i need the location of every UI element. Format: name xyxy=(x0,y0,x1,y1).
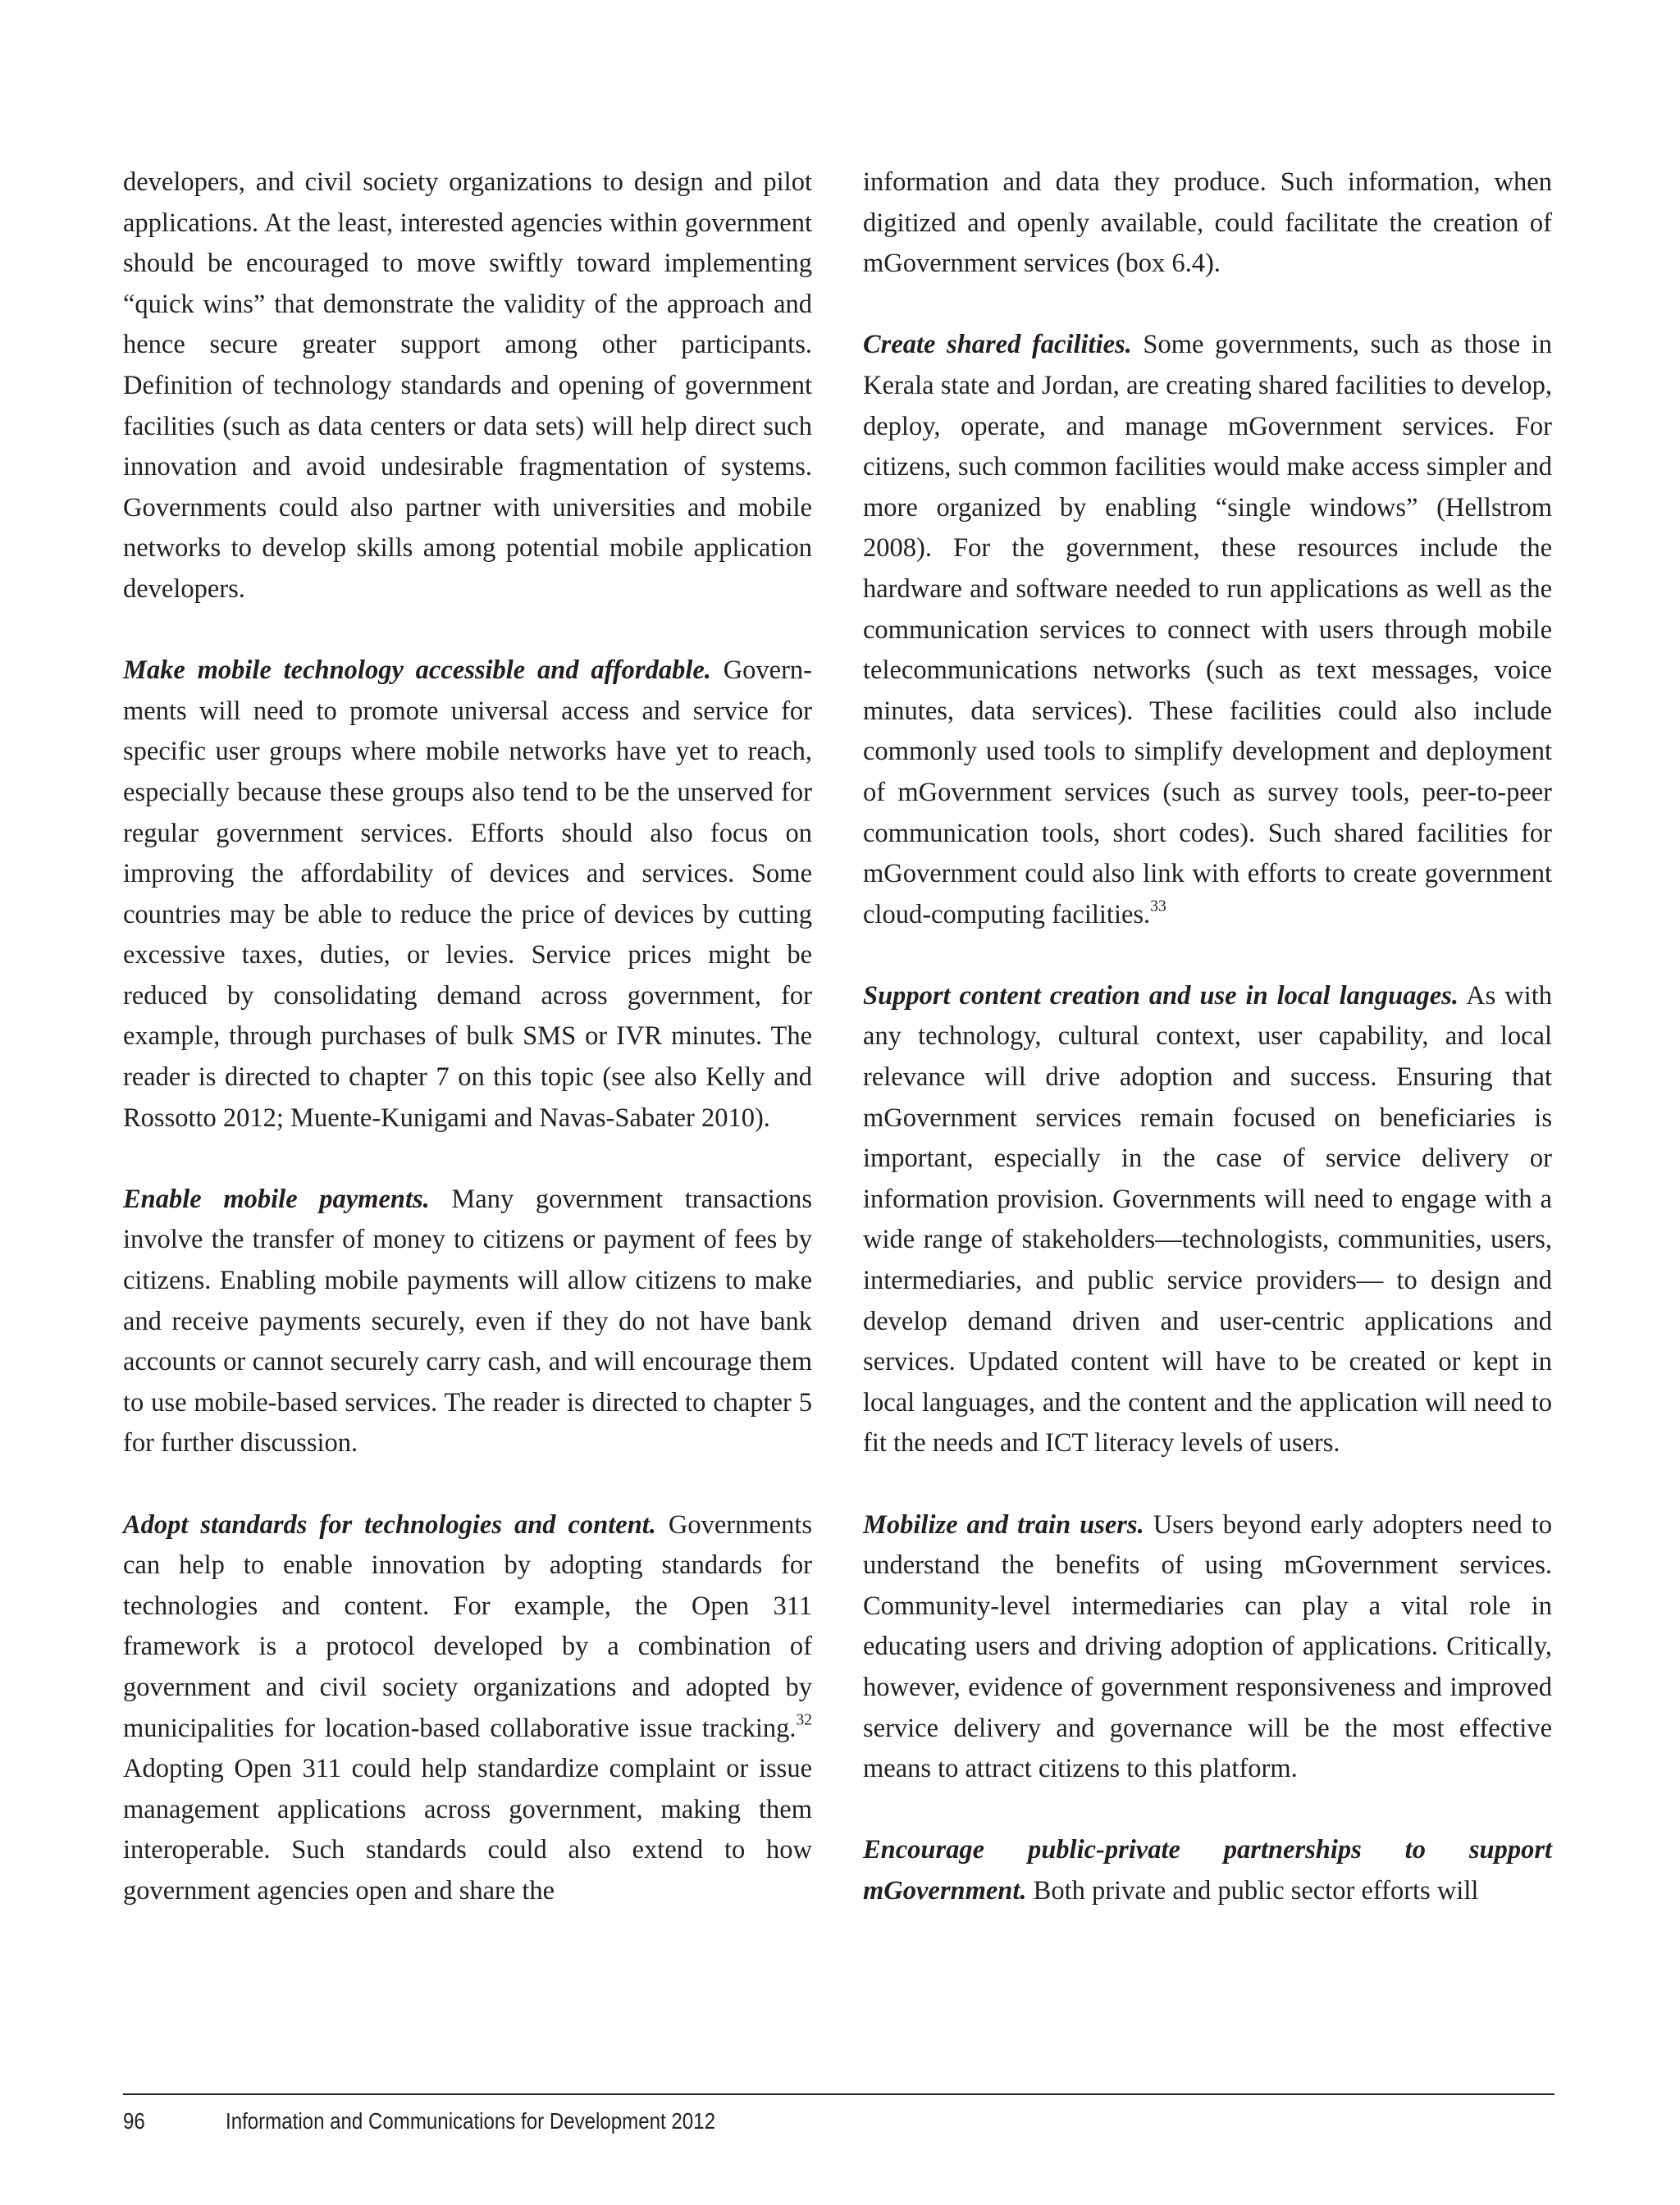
paragraph-mobilize-train: Mobilize and train users. Users beyond early adopters need to understand the benefits of using mGovernment services. Community-level intermediaries can play a vital role in educating users and driving adoption of applications. Critically, however, evidence of government responsiveness and improved service delivery and governance will be the most effective means to attract citizens to this platform. xyxy=(863,1509,1553,1784)
running-title: Information and Communications for Development 2012 xyxy=(226,2108,715,2134)
paragraph-shared-facilities: Create shared facilities. Some governments, such as those in Kerala state and Jordan, are creating shared facilities to develop, deploy, operate, and manage mGovernment services. For citizens, such common facilities would make access simpler and more organized by enabling “single windows” (Hellstrom 2008). For the government, these resources include the hardware and software needed to run applications as well as the communication services to connect with users through mobile telecommunications networks (such as text messages, voice minutes, data services). These facilities could also include commonly used tools to simplify development and deployment of mGovernment services (such as survey tools, peer-to-peer communication tools, short codes). Such shared facilities for mGovernment could also link with efforts to create government cloud-computing facilities.$^{33}$ xyxy=(863,330,1553,929)
paragraph-heading: Make mobile technology accessible and affordable. xyxy=(123,655,711,686)
paragraph-heading: Adopt standards for technologies and content. xyxy=(123,1509,656,1540)
footnote-ref-33: 33 xyxy=(1150,897,1166,915)
paragraph-intro-continued: developers, and civil society organizations to design and pilot applications. At the least, interested agencies within government should be encouraged to move swiftly toward implementing “quick wins” that demonstrate the validity of the approach and hence secure greater support among other participants. Definition of technology standards and opening of government facilities (such as data centers or data sets) will help direct such innovation and avoid undesirable fragmentation of systems. Governments could also partner with universities and mobile networks to develop skills among potential mobile application developers. xyxy=(123,167,812,604)
paragraph-accessible-affordable: Make mobile technology accessible and affordable. Governments will need to promote universal access and service for specific user groups where mobile networks have yet to reach, especially because these groups also tend to be the unserved for regular government services. Efforts should also focus on improving the affordability of devices and services. Some countries may be able to reduce the price of devices by cutting excessive taxes, duties, or levies. Service prices might be reduced by consolidating demand across government, for example, through purchases of bulk SMS or IVR minutes. The reader is directed to chapter 7 on this topic (see also Kelly and Rossotto 2012; Muente-Kunigami and Navas-Sabater 2010). xyxy=(123,655,812,1133)
left-column xyxy=(123,162,812,1912)
paragraph-adopt-standards: Adopt standards for technologies and content. Governments can help to enable innovation by adopting standards for technologies and content. For example, the Open 311 framework is a protocol developed by a combination of government and civil society organizations and adopted by municipalities for location-based collaborative issue tracking.$^{32}$ Adopting Open 311 could help standardize complaint or issue management applications across government, making them interoperable. Such standards could also extend to how government agencies open and share the xyxy=(123,1509,812,1906)
paragraph-heading: Mobilize and train users. xyxy=(863,1509,1144,1540)
paragraph-mobile-payments: Enable mobile payments. Many government transactions involve the transfer of money to citizens or payment of fees by citizens. Enabling mobile payments will allow citizens to make and receive payments securely, even if they do not have bank accounts or cannot securely carry cash, and will encourage them to use mobile-based services. The reader is directed to chapter 5 for further discussion. xyxy=(123,1184,812,1459)
paragraph-information-data: information and data they produce. Such information, when digitized and openly available, could facilitate the creation of mGovernment services (box 6.4). xyxy=(863,167,1552,279)
paragraph-public-private: Encourage public-private partnerships to support mGovernment. Both private and public sector efforts will xyxy=(863,1835,1552,1906)
footnote-ref-32: 32 xyxy=(796,1710,812,1728)
paragraph-heading: Support content creation and use in local languages. xyxy=(863,980,1459,1011)
paragraph-heading: Encourage public-private partnerships to support mGovernment. xyxy=(863,1835,1552,1906)
paragraph-heading: Create shared facilities. xyxy=(863,330,1132,360)
right-column xyxy=(863,162,1552,1912)
footer-rule xyxy=(123,2093,1554,2095)
paragraph-heading: Enable mobile payments. xyxy=(123,1184,430,1214)
page-number: 96 xyxy=(123,2108,145,2134)
paragraph-local-languages: Support content creation and use in local languages. As with any technology, cultural context, user capability, and local relevance will drive adoption and success. Ensuring that mGovernment services remain focused on beneficiaries is important, especially in the case of service delivery or information provision. Governments will need to engage with a wide range of stakeholders—technologists, communities, users, intermediaries, and public service providers— to design and develop demand driven and user-centric applications and services. Updated content will have to be created or kept in local languages, and the content and the application will need to fit the needs and ICT literacy levels of users. xyxy=(863,980,1552,1459)
